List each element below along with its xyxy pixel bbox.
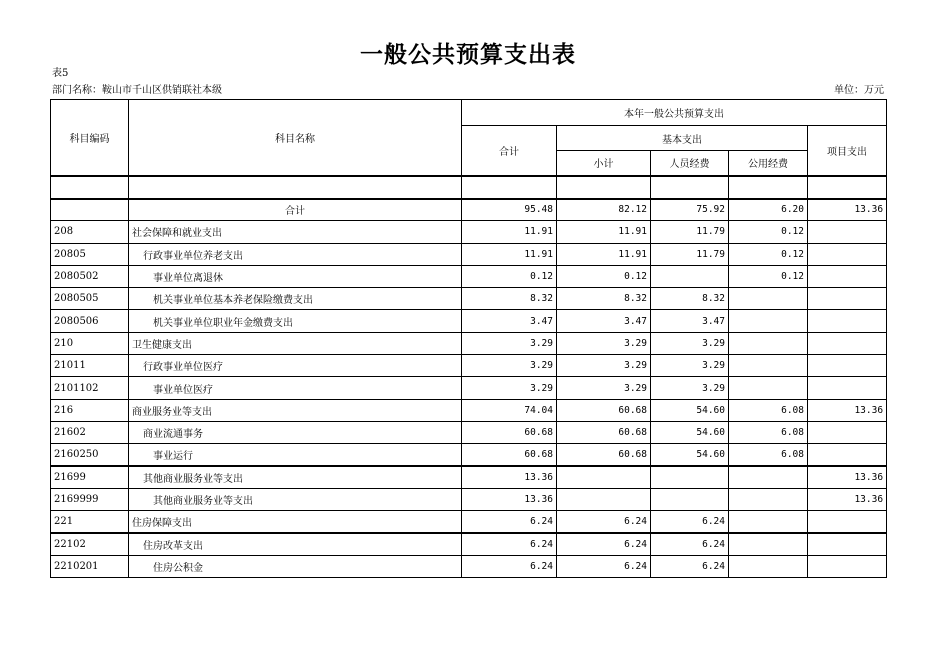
row-total: 13.36 [462,466,557,488]
row-public [729,511,808,533]
table-row [51,288,887,310]
row-subtotal: 11.91 [557,221,651,243]
row-code: 2160250 [51,444,129,466]
row-subtotal: 3.29 [557,377,651,399]
row-public [729,466,808,488]
header-subtotal: 小计 [557,151,651,176]
row-subtotal: 60.68 [557,444,651,466]
table-row [51,377,887,399]
row-personnel [651,265,729,287]
row-name: 住房公积金 [129,555,462,577]
row-total: 3.29 [462,355,557,377]
row-personnel [651,488,729,510]
row-name: 商业流通事务 [129,421,462,443]
row-project [808,533,887,555]
row-code: 2080505 [51,288,129,310]
page-title: 一般公共预算支出表 [360,42,576,68]
row-public [729,533,808,555]
row-code: 221 [51,511,129,533]
row-total: 60.68 [462,421,557,443]
row-code: 2080506 [51,310,129,332]
row-personnel: 6.24 [651,511,729,533]
header-personnel: 人员经费 [651,151,729,176]
row-project [808,355,887,377]
row-public: 0.12 [729,243,808,265]
table-row [51,355,887,377]
row-code: 2101102 [51,377,129,399]
row-subtotal: 60.68 [557,399,651,421]
row-name: 住房改革支出 [129,533,462,555]
row-name: 社会保障和就业支出 [129,221,462,243]
header-current-year: 本年一般公共预算支出 [462,100,887,126]
row-total: 60.68 [462,444,557,466]
row-name: 其他商业服务业等支出 [129,466,462,488]
row-subtotal: 6.24 [557,533,651,555]
row-project [808,265,887,287]
row-personnel: 3.29 [651,355,729,377]
row-public: 0.12 [729,265,808,287]
table-row [51,511,887,533]
row-total: 3.29 [462,332,557,354]
row-name: 住房保障支出 [129,511,462,533]
row-total: 8.32 [462,288,557,310]
row-subtotal: 0.12 [557,265,651,287]
row-personnel: 3.29 [651,377,729,399]
row-subtotal: 3.29 [557,332,651,354]
unit-label: 单位：万元 [834,85,884,96]
row-total: 6.24 [462,533,557,555]
total-subtotal: 82.12 [557,199,651,221]
row-project [808,377,887,399]
table-number: 表5 [52,68,69,79]
row-subtotal: 6.24 [557,555,651,577]
row-personnel: 6.24 [651,555,729,577]
total-public: 6.20 [729,199,808,221]
row-subtotal: 3.47 [557,310,651,332]
total-label: 合计 [129,199,462,221]
row-project [808,421,887,443]
row-code: 216 [51,399,129,421]
row-project: 13.36 [808,466,887,488]
row-project [808,555,887,577]
row-total: 11.91 [462,243,557,265]
header-name: 科目名称 [129,100,462,176]
row-personnel: 54.60 [651,421,729,443]
table-row [51,399,887,421]
row-code: 21602 [51,421,129,443]
row-total: 3.29 [462,377,557,399]
row-public [729,332,808,354]
row-personnel: 11.79 [651,221,729,243]
row-personnel: 3.47 [651,310,729,332]
row-subtotal [557,488,651,510]
table-row [51,444,887,466]
row-project [808,511,887,533]
row-subtotal: 60.68 [557,421,651,443]
row-project [808,288,887,310]
row-public [729,310,808,332]
row-code: 208 [51,221,129,243]
total-personnel: 75.92 [651,199,729,221]
department-name: 部门名称：鞍山市千山区供销联社本级 [52,85,222,96]
table-row [51,221,887,243]
table-row [51,555,887,577]
row-total: 3.47 [462,310,557,332]
row-total: 0.12 [462,265,557,287]
row-project [808,444,887,466]
row-code: 22102 [51,533,129,555]
row-total: 6.24 [462,511,557,533]
row-code: 2169999 [51,488,129,510]
row-code: 2210201 [51,555,129,577]
row-subtotal: 6.24 [557,511,651,533]
budget-table [50,99,887,578]
table-row [51,332,887,354]
row-name: 商业服务业等支出 [129,399,462,421]
row-personnel: 11.79 [651,243,729,265]
table-row [51,488,887,510]
row-code: 2080502 [51,265,129,287]
row-personnel [651,466,729,488]
blank-row [51,176,887,199]
total-total: 95.48 [462,199,557,221]
row-name: 机关事业单位基本养老保险缴费支出 [129,288,462,310]
row-name: 卫生健康支出 [129,332,462,354]
row-project [808,310,887,332]
row-personnel: 8.32 [651,288,729,310]
row-name: 机关事业单位职业年金缴费支出 [129,310,462,332]
row-subtotal: 3.29 [557,355,651,377]
table-row [51,243,887,265]
row-personnel: 3.29 [651,332,729,354]
row-subtotal: 8.32 [557,288,651,310]
total-row [51,199,887,221]
row-project: 13.36 [808,488,887,510]
row-project [808,332,887,354]
row-public [729,377,808,399]
row-project [808,221,887,243]
row-name: 事业单位医疗 [129,377,462,399]
row-total: 6.24 [462,555,557,577]
row-code: 210 [51,332,129,354]
table-row [51,265,887,287]
total-project: 13.36 [808,199,887,221]
row-public [729,555,808,577]
row-name: 行政事业单位养老支出 [129,243,462,265]
row-project [808,243,887,265]
table-row [51,310,887,332]
row-subtotal [557,466,651,488]
row-code: 20805 [51,243,129,265]
row-public [729,355,808,377]
header-public: 公用经费 [729,151,808,176]
table-row [51,533,887,555]
row-public [729,488,808,510]
header-project: 项目支出 [808,126,887,176]
row-public: 0.12 [729,221,808,243]
row-name: 行政事业单位医疗 [129,355,462,377]
row-public [729,288,808,310]
row-total: 13.36 [462,488,557,510]
row-public: 6.08 [729,444,808,466]
row-total: 74.04 [462,399,557,421]
table-row [51,421,887,443]
row-code: 21011 [51,355,129,377]
row-name: 事业单位离退休 [129,265,462,287]
row-public: 6.08 [729,421,808,443]
header-basic: 基本支出 [557,126,808,151]
header-total: 合计 [462,126,557,176]
row-subtotal: 11.91 [557,243,651,265]
header-code: 科目编码 [51,100,129,176]
row-name: 其他商业服务业等支出 [129,488,462,510]
row-personnel: 6.24 [651,533,729,555]
row-personnel: 54.60 [651,444,729,466]
row-code: 21699 [51,466,129,488]
row-public: 6.08 [729,399,808,421]
row-personnel: 54.60 [651,399,729,421]
table-row [51,466,887,488]
row-total: 11.91 [462,221,557,243]
row-project: 13.36 [808,399,887,421]
row-name: 事业运行 [129,444,462,466]
